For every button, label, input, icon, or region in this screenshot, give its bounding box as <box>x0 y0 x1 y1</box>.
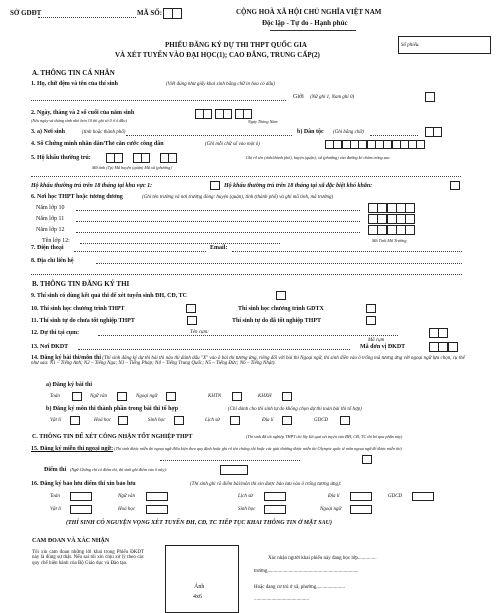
motto: Độc lập - Tự do - Hạnh phúc <box>262 19 348 27</box>
f16-r2-box-0[interactable] <box>70 505 92 514</box>
f14a-label: a) Đăng ký bài thi <box>46 382 93 388</box>
ma-so-label: MÃ SỐ: <box>137 9 163 17</box>
f14b-box-5[interactable] <box>340 416 350 425</box>
f16-r1-box-2[interactable] <box>264 492 286 501</box>
nam-lop-11-label: Năm lớp 11 <box>36 216 65 222</box>
f14b-box-3[interactable] <box>230 416 240 425</box>
gioi-note: (Nữ ghi 1, Nam ghi 0) <box>310 95 355 100</box>
cam-doan-text: Tôi xin cam đoan những lời khai trong Phiếu ĐKDT này là đúng sự thật. Nếu sai tôi xin chịu xử lý theo các quy chế hiện hành của Bộ Giáo dục và Đào tạo. <box>32 550 144 566</box>
f14b-label: b) Đăng ký môn thi thành phần trong bài thi tổ hợp <box>46 406 179 412</box>
motto-underline <box>270 30 356 31</box>
f15-note: (Thí sinh được miễn thi ngoại ngữ điều kiện theo quy định hoặc ghi rõ tên chứng chỉ hoặc các giải thưởng được miễn thi Olympic quốc tế môn ngoại ngữ để được miễn thi) <box>114 446 402 451</box>
f16-r2-item-0: Vật lí <box>50 507 61 512</box>
gioi-label: Giới <box>293 94 304 100</box>
nam-lop-12-boxes[interactable] <box>368 225 415 235</box>
f14b-item-1: Hoá học <box>94 418 112 423</box>
birthplace-field[interactable] <box>126 135 292 136</box>
f14a-box-2[interactable] <box>166 392 176 401</box>
photo-label-2: 4x6 <box>193 594 202 600</box>
ten-lop-12-label: Tên lớp 12: <box>42 238 70 244</box>
xac-nhan-4: ............................................ <box>254 597 309 602</box>
email-field[interactable] <box>232 251 462 252</box>
f14-label: 14. Đăng ký bài thi/môn thi <box>31 355 102 361</box>
so-gddt-label: SỞ GDĐT <box>10 9 42 17</box>
f14b-box-0[interactable] <box>70 416 80 425</box>
f16-r1-box-3[interactable] <box>350 492 372 501</box>
f16-r1-item-0: Toán <box>50 494 60 499</box>
f3b-label: b) Dân tộc <box>297 129 324 135</box>
f14b-note: (Chỉ dành cho thí sinh tự do không chọn dự thi toàn bài thi tổ hợp) <box>228 407 362 412</box>
nam-lop-11-field[interactable] <box>76 221 360 222</box>
f1-note: (Viết đúng như giấy khai sinh bằng chữ in hoa có dấu) <box>166 82 276 87</box>
ma-cols-label: Mã Tỉnh Mã Trường <box>372 238 407 243</box>
form-title-1: PHIẾU ĐĂNG KÝ DỰ THI THPT QUỐC GIA <box>165 41 307 49</box>
f16-r1-item-2: Lịch sử <box>238 494 253 499</box>
ma-dkdt-label: Mã đơn vị ĐKDT <box>360 344 406 350</box>
birth-cols-label: Ngày Tháng Năm <box>248 119 278 124</box>
f14b-item-3: Lịch sử <box>205 418 220 423</box>
province-code-boxes[interactable] <box>106 153 123 163</box>
f16-note: (Thí sinh ghi rõ điểm bài/môn thi xin được bảo lưu vào ô trống tương ứng): <box>190 482 342 487</box>
f16-r1-item-1: Ngữ văn <box>118 494 136 499</box>
f14a-item-1: Ngữ văn <box>90 394 108 399</box>
birth-day-boxes[interactable] <box>195 109 212 119</box>
f16-r1-item-3: Địa lí <box>328 494 340 499</box>
ma-dkdt-boxes[interactable] <box>429 342 457 352</box>
xac-nhan-1: Xác nhận người khai phiếu này đang học lớp............... <box>268 556 377 561</box>
f4-label: 4. Số Chứng minh nhân dân/Thẻ căn cước công dân <box>31 141 164 147</box>
f13-label: 13. Nơi ĐKDT <box>31 344 69 350</box>
f14b-box-1[interactable] <box>118 416 128 425</box>
nam-lop-12-label: Năm lớp 12 <box>36 227 65 233</box>
ma-cum-label: Mã cụm <box>368 338 385 343</box>
f14a-item-4: KHXH <box>258 394 272 399</box>
address-field[interactable] <box>96 263 462 264</box>
f10-label: 10. Thí sinh học chương trình THPT <box>31 306 125 312</box>
birth-year-boxes[interactable] <box>235 109 252 119</box>
f16-r1-item-4: GDCD <box>388 494 403 499</box>
full-name-field[interactable] <box>31 100 286 101</box>
f7-label: 7. Điện thoại <box>31 245 64 251</box>
section-b-title: B. THÔNG TIN ĐĂNG KÝ THI <box>32 280 130 288</box>
f14-block <box>31 355 471 367</box>
f16-r2-item-1: Hoá học <box>118 507 136 512</box>
ten-lop-12-field[interactable] <box>80 243 280 244</box>
f11-label: 11. Thí sinh tự do chưa tốt nghiệp THPT <box>31 318 135 324</box>
diem-thi-box[interactable] <box>220 465 248 475</box>
f10b-label: Thí sinh học chương trình GDTX <box>238 306 324 312</box>
id-number-boxes[interactable] <box>325 140 425 149</box>
gender-box[interactable] <box>425 92 435 102</box>
f14-note: (Thí sinh đăng ký dự thi bài thi nào thì đánh dấu "X" vào ô bài thi tương ứng, riêng đối với bài thi Ngoại ngữ, thí sinh điền vào ô trống mã tương ứng với ngoại ngữ lựa chọn, cụ thể như sau: N1 – Tiếng Anh; N2 – Tiếng Nga; N3 – Tiếng Pháp; N4 – Tiếng Trung Quốc; N5 – Tiếng Đức; N6 – Tiếng Nhật). <box>31 356 465 367</box>
ethnicity-field[interactable] <box>370 135 418 136</box>
footer-note: (THÍ SINH CÓ NGUYỆN VỌNG XÉT TUYỂN ĐH, CĐ, TC TIẾP TỤC KHAI THÔNG TIN Ở MẶT SAU) <box>66 520 332 526</box>
f14a-box-0[interactable] <box>72 392 82 401</box>
nam-lop-11-boxes[interactable] <box>368 214 415 224</box>
hk-special-box[interactable] <box>450 181 460 190</box>
cluster-field[interactable] <box>98 335 398 336</box>
f6-note: (Ghi tên trường và nơi trường đóng: huyện (quận), tỉnh (thành phố) và ghi mã tỉnh, mã trường) <box>142 195 334 200</box>
cam-doan-title: CAM ĐOAN VÀ XÁC NHẬN <box>32 538 110 544</box>
section-a-title: A. THÔNG TIN CÁ NHÂN <box>32 69 115 77</box>
hk-area1-label: Hộ khẩu thường trú trên 18 tháng tại khu vực 1: <box>31 183 153 189</box>
f15-field[interactable] <box>160 460 300 461</box>
district-code-boxes[interactable] <box>133 153 150 163</box>
f14a-item-0: Toán <box>50 394 60 399</box>
birth-month-boxes[interactable] <box>215 109 232 119</box>
f16-r1-box-1[interactable] <box>146 492 168 501</box>
ten-cum-label: Tên cụm: <box>190 330 209 335</box>
f14a-box-1[interactable] <box>117 392 127 401</box>
f14b-item-5: GDCD <box>314 418 329 423</box>
f6-label: 6. Nơi học THPT hoặc tương đương <box>31 194 123 200</box>
hk-special-label: Hộ khẩu thường trú trên 18 tháng tại xã đặc biệt khó khăn: <box>224 183 373 189</box>
f11b-box[interactable] <box>366 316 376 325</box>
address-field-2[interactable] <box>31 274 462 275</box>
f16-r2-item-2: Sinh học <box>238 507 256 512</box>
f3b-note: (Ghi bằng chữ) <box>333 130 364 135</box>
f14b-box-2[interactable] <box>174 416 184 425</box>
residence-field[interactable] <box>31 176 461 177</box>
so-phieu-label: Số phiếu. <box>401 43 420 48</box>
f2-note: (Nếu ngày và tháng sinh nhỏ hơn 10 thì ghi số 0 ở ô đầu) <box>31 118 127 123</box>
f5-note: Ghi rõ tên (tỉnh/thành phố), huyện (quận), xã (phường) vào đường kẻ chấm trống sau <box>246 155 390 160</box>
f15-label: 15. Đăng ký miễn thi ngoại ngữ: <box>31 446 114 452</box>
diem-thi-note: (Ngữ Chứng chỉ có điểm thi, thì sinh ghi điểm vào ô này): <box>70 467 168 472</box>
f3a-note: (tỉnh hoặc thành phố) <box>82 130 126 135</box>
f14b-item-0: Vật lí <box>50 418 61 423</box>
f1-label: 1. Họ, chữ đệm và tên của thí sinh <box>31 81 118 87</box>
f14a-item-2: Ngoại ngữ <box>136 394 158 399</box>
f5-sub: Mã tỉnh (Tp) Mã huyện (quận) Mã xã (phường) <box>92 165 172 170</box>
hk-area1-box[interactable] <box>210 181 220 190</box>
phone-field[interactable] <box>74 251 206 252</box>
f15-block <box>31 446 471 452</box>
f16-r1-box-4[interactable] <box>412 492 434 501</box>
f16-r2-box-3[interactable] <box>350 505 372 514</box>
f11b-label: Thí sinh tự do đã tốt nghiệp THPT <box>232 318 322 324</box>
so-gddt-field[interactable] <box>38 17 136 18</box>
section-c-note: (Thí sinh đã tốt nghiệp THPT chỉ lấy kết quả xét tuyển vào ĐH, CĐ, TC thì bỏ qua phần này) <box>246 434 403 439</box>
commune-code-boxes[interactable] <box>160 153 177 163</box>
f5-label: 5. Hộ khẩu thường trú: <box>31 155 91 161</box>
f16-r1-box-0[interactable] <box>70 492 92 501</box>
f16-label: 16. Đăng ký bảo lưu điểm thi xin bảo lưu <box>31 481 136 487</box>
nam-lop-10-label: Năm lớp 10 <box>36 205 65 211</box>
f11-box[interactable] <box>187 316 197 325</box>
xac-nhan-2: trường......................................................................... <box>254 569 359 574</box>
xac-nhan-3: Hoặc đang cư trú ở xã, phường....................... <box>254 585 345 590</box>
f16-r2-box-2[interactable] <box>264 505 286 514</box>
f15-box[interactable] <box>362 455 372 464</box>
ethnicity-boxes[interactable] <box>425 127 442 137</box>
f10-box[interactable] <box>186 304 196 313</box>
f4-note: (Ghi mỗi chữ số vào một ô) <box>205 142 260 147</box>
f2-label: 2. Ngày, tháng và 2 số cuối của năm sinh <box>31 110 135 116</box>
f3a-label: 3. a) Nơi sinh <box>31 129 65 135</box>
f14b-item-2: Sinh học <box>148 418 166 423</box>
form-title-2: VÀ XÉT TUYỂN VÀO ĐẠI HỌC(1); CAO ĐẲNG, TRUNG CẤP(2) <box>115 51 320 59</box>
dkdt-field[interactable] <box>78 349 350 350</box>
f14a-box-4[interactable] <box>282 392 292 401</box>
nam-lop-10-boxes[interactable] <box>368 203 415 213</box>
f16-r2-box-1[interactable] <box>146 505 168 514</box>
ma-so-boxes[interactable] <box>163 8 182 19</box>
f14b-box-4[interactable] <box>282 416 292 425</box>
f12-label: 12. Dự thi tại cụm: <box>31 330 80 336</box>
ma-cum-boxes[interactable] <box>429 328 448 338</box>
photo-label-1: Ảnh <box>194 584 205 590</box>
f10b-box[interactable] <box>366 304 376 313</box>
nam-lop-12-field[interactable] <box>76 232 360 233</box>
f14a-box-3[interactable] <box>232 392 242 401</box>
f9-box[interactable] <box>276 291 286 300</box>
nam-lop-10-field[interactable] <box>76 210 360 211</box>
f14a-item-3: KHTN <box>208 394 222 399</box>
photo-box <box>165 545 239 613</box>
f8-label: 8. Địa chỉ liên hệ <box>31 258 74 264</box>
email-label: Email: <box>210 245 228 251</box>
section-c-title: C. THÔNG TIN ĐỂ XÉT CÔNG NHẬN TỐT NGHIỆP THPT <box>32 434 193 440</box>
f9-label: 9. Thí sinh có dùng kết quả thi để xét tuyển sinh ĐH, CĐ, TC <box>31 293 187 299</box>
country-name: CỘNG HOÀ XÃ HỘI CHỦ NGHĨA VIỆT NAM <box>236 8 382 16</box>
diem-thi-label: Điểm thi <box>44 467 67 473</box>
f14b-item-4: Địa lí <box>262 418 274 423</box>
f16-r2-item-3: Ngoại ngữ <box>320 507 342 512</box>
